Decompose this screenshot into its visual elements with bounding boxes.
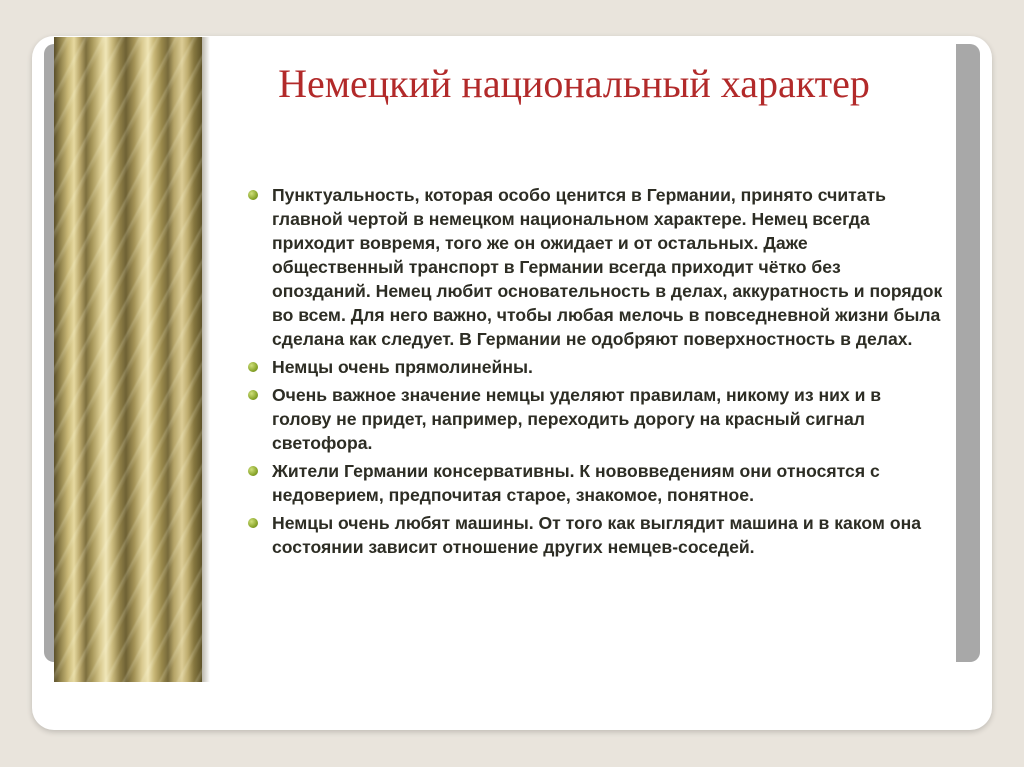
bullet-text: Пунктуальность, которая особо ценится в Германии, принято считать главной чертой в немецком национальном характере. Немец всегда приходит вовремя, того же он ожидает и от остальных. Даже общественный транспорт в Германии всегда приходит чётко без опозданий. Немец любит основательность в делах, аккуратность и порядок во всем. Для него важно, чтобы любая мелочь в повседневной жизни была сделана как следует. В Германии не одобряют поверхностность в делах.: [272, 185, 943, 349]
bullet-text: Немцы очень прямолинейны.: [272, 357, 533, 377]
bullet-item-conservative: [244, 459, 944, 507]
bullet-item-straightforward: [244, 355, 944, 379]
bullet-dot-icon: [248, 362, 258, 372]
bullet-item-punctuality: [244, 183, 944, 351]
bullet-dot-icon: [248, 190, 258, 200]
gold-decorative-border: [54, 37, 202, 682]
bullet-text: Немцы очень любят машины. От того как выглядит машина и в каком она состоянии зависит отношение других немцев-соседей.: [272, 513, 921, 557]
bullet-text: Жители Германии консервативны. К нововведениям они относятся с недоверием, предпочитая старое, знакомое, понятное.: [272, 461, 880, 505]
bullet-dot-icon: [248, 518, 258, 528]
bullet-list: [244, 183, 944, 563]
bullet-dot-icon: [248, 466, 258, 476]
gold-border-shadow: [202, 37, 210, 682]
bullet-dot-icon: [248, 390, 258, 400]
bullet-text: Очень важное значение немцы уделяют правилам, никому из них и в голову не придет, например, переходить дорогу на красный сигнал светофора.: [272, 385, 882, 453]
slide-title: Немецкий национальный характер: [278, 61, 870, 106]
bullet-item-cars: [244, 511, 944, 559]
bullet-item-rules: [244, 383, 944, 455]
slide: [54, 37, 956, 682]
